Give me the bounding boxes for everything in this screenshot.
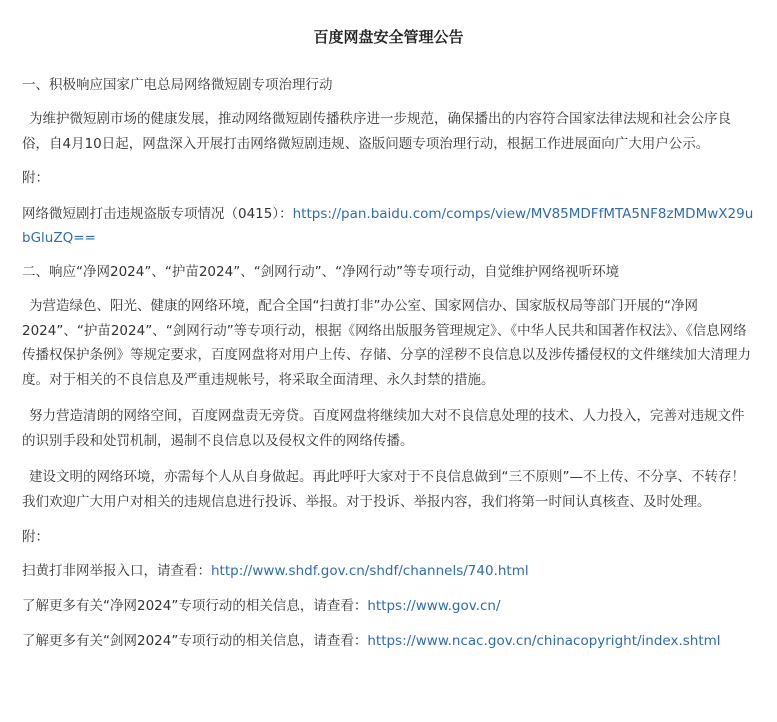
page-title: 百度网盘安全管理公告 bbox=[313, 28, 464, 46]
section-2-paragraph-1: 为营造绿色、阳光、健康的网络环境，配合全国“扫黄打非”办公室、国家网信办、国家版权局等部门开展的“净网2024”、“护苗2024”、“剑网行动”等专项行动，根据《网络出版服务管理规定》、《中华人民共和国著作权法》、《信息网络传播权保护条例》等规定要求，百度网盘将对用户上传、存储、分享的淫秽不良信息以及涉传播侵权的文件继续加大清理力度。对于相关的不良信息及严重违规帐号，将采取全面清理、永久封禁的措施。 bbox=[22, 298, 751, 388]
section-2-paragraph-2: 努力营造清朗的网络空间，百度网盘责无旁贷。百度网盘将继续加大对不良信息处理的技术、人力投入，完善对违规文件的识别手段和处罚机制，遏制不良信息以及侵权文件的网络传播。 bbox=[22, 408, 745, 449]
reference-text: 网络微短剧打击违规盗版专项情况（0415）： bbox=[22, 206, 293, 222]
reference-text: 了解更多有关“净网2024”专项行动的相关信息，请查看： bbox=[22, 598, 368, 614]
section-2-heading: 二、响应“净网2024”、“护苗2024”、“剑网行动”、“净网行动”等专项行动，自觉维护网络视听环境 bbox=[22, 264, 620, 280]
section-1-attachment-label: 附： bbox=[22, 170, 49, 186]
section-2-paragraph-3: 建设文明的网络环境，亦需每个人从自身做起。再此呼吁大家对于不良信息做到“三不原则”—不上传、不分享、不转存！我们欢迎广大用户对相关的违规信息进行投诉、举报。对于投诉、举报内容，我们将第一时间认真核查、及时处理。 bbox=[22, 469, 745, 510]
short-drama-report-link[interactable]: https://pan.baidu.com/comps/view/MV85MDFfMTA5NF8zMDMwX29ubGluZQ== bbox=[22, 206, 754, 246]
section-1-heading: 一、积极响应国家广电总局网络微短剧专项治理行动 bbox=[22, 77, 333, 93]
section-2-attachment-label: 附： bbox=[22, 529, 49, 545]
section-2-reference bbox=[22, 629, 755, 653]
section-1-paragraph: 为维护微短剧市场的健康发展，推动网络微短剧传播秩序进一步规范，确保播出的内容符合国家法律法规和社会公序良俗，自4月10日起，网盘深入开展打击网络微短剧违规、盗版问题专项治理行动，根据工作进展面向广大用户公示。 bbox=[22, 111, 731, 152]
shdf-report-link[interactable]: http://www.shdf.gov.cn/shdf/channels/740.html bbox=[211, 563, 529, 579]
reference-text: 扫黄打非网举报入口，请查看： bbox=[22, 563, 211, 579]
gov-cn-link[interactable]: https://www.gov.cn/ bbox=[367, 598, 501, 614]
section-1-reference bbox=[22, 202, 755, 250]
ncac-copyright-link[interactable]: https://www.ncac.gov.cn/chinacopyright/index.shtml bbox=[367, 633, 721, 649]
section-2-reference bbox=[22, 559, 755, 583]
reference-text: 了解更多有关“剑网2024”专项行动的相关信息，请查看： bbox=[22, 633, 368, 649]
section-2-reference bbox=[22, 594, 755, 618]
